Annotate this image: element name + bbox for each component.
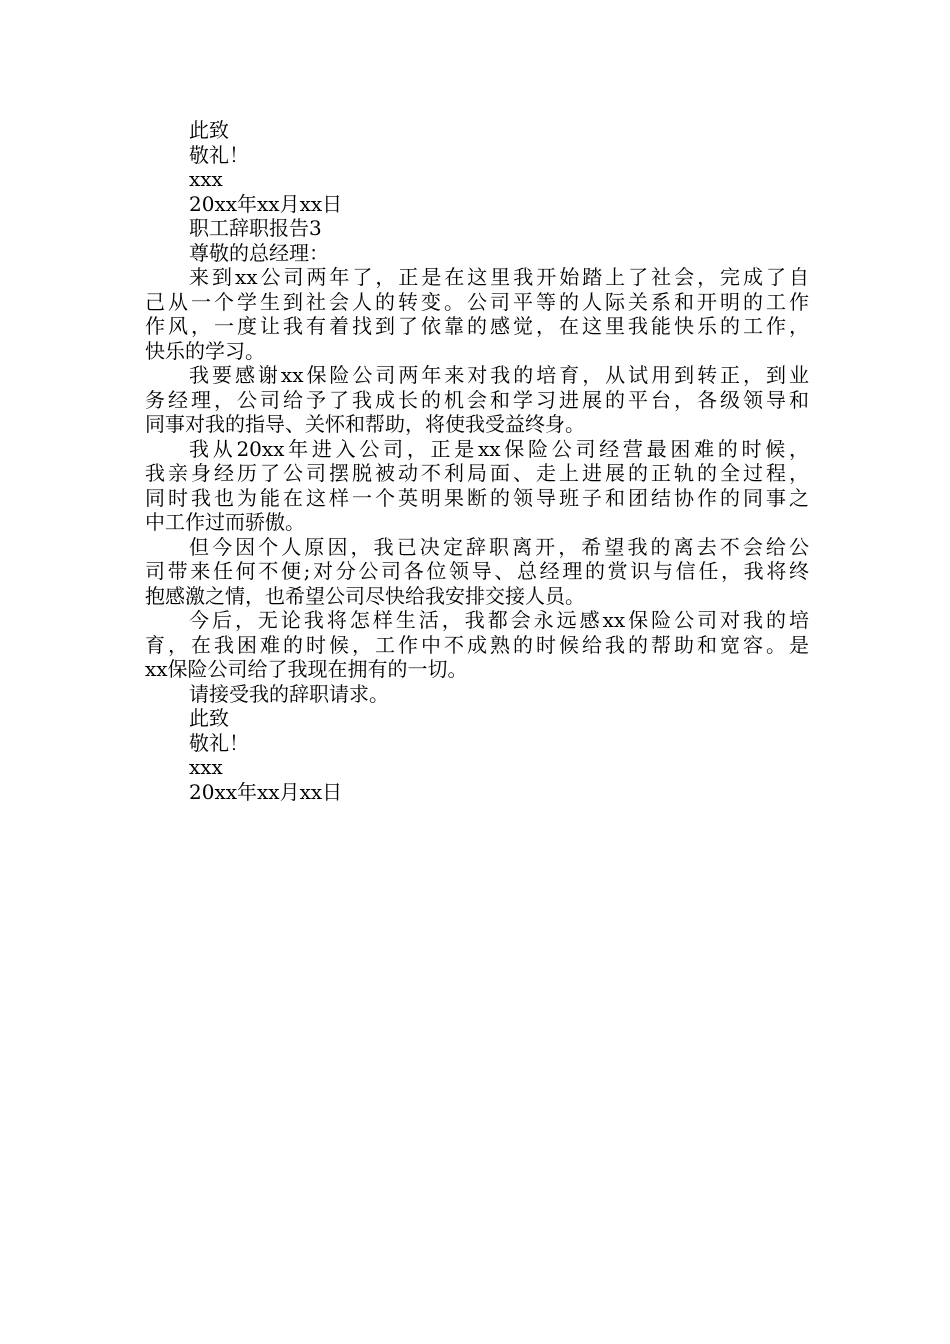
letter-greeting: 尊敬的总经理： — [189, 240, 329, 265]
closing-line: 此致 — [189, 706, 229, 730]
paragraph-line: 育，在我困难的时候，工作中不成熟的时候给我的帮助和宽容。是 — [145, 632, 809, 657]
document-page — [145, 118, 809, 804]
salute-line: 敬礼！ — [189, 730, 249, 755]
paragraph-line: 我要感谢xx保险公司两年来对我的培育，从试用到转正，到业 — [189, 363, 809, 387]
signature-line: xxx — [189, 167, 223, 191]
paragraph-line: 我亲身经历了公司摆脱被动不利局面、走上进展的正轨的全过程， — [145, 461, 809, 485]
paragraph-line: 司带来任何不便;对分公司各位领导、总经理的赏识与信任，我将终 — [145, 559, 809, 583]
salute-line: 敬礼！ — [189, 142, 249, 167]
paragraph-line: 同事对我的指导、关怀和帮助，将使我受益终身。 — [145, 412, 585, 436]
paragraph — [145, 437, 809, 535]
paragraph — [145, 535, 809, 609]
signature-line: xxx — [189, 755, 223, 779]
paragraph-line: 作风，一度让我有着找到了依靠的感觉，在这里我能快乐的工作， — [145, 314, 809, 338]
paragraph-line: 中工作过而骄傲。 — [145, 510, 305, 534]
paragraph-line: 务经理，公司给予了我成长的机会和学习进展的平台，各级领导和 — [145, 387, 809, 412]
date-line: 20xx年xx月xx日 — [189, 779, 343, 804]
paragraph-line: 抱感激之情，也希望公司尽快给我安排交接人员。 — [145, 583, 585, 608]
letter-title: 职工辞职报告3 — [189, 216, 322, 240]
paragraph-line: xx保险公司给了我现在拥有的一切。 — [145, 657, 468, 681]
paragraph — [145, 363, 809, 437]
closing-line: 此致 — [189, 118, 229, 142]
paragraph-line: 来到xx公司两年了，正是在这里我开始踏上了社会，完成了自 — [189, 265, 809, 289]
paragraph-line: 快乐的学习。 — [145, 338, 265, 363]
paragraph — [145, 608, 809, 682]
paragraph-line: 我从20xx年进入公司，正是xx保险公司经营最困难的时候， — [189, 436, 809, 461]
paragraph — [145, 265, 809, 363]
request-line: 请接受我的辞职请求。 — [189, 681, 389, 706]
paragraph-line: 己从一个学生到社会人的转变。公司平等的人际关系和开明的工作 — [145, 289, 809, 314]
date-line: 20xx年xx月xx日 — [189, 191, 343, 216]
paragraph-line: 但今因个人原因，我已决定辞职离开，希望我的离去不会给公 — [189, 534, 809, 559]
paragraph-line: 同时我也为能在这样一个英明果断的领导班子和团结协作的同事之 — [145, 485, 809, 510]
paragraph-line: 今后，无论我将怎样生活，我都会永远感xx保险公司对我的培 — [189, 608, 809, 632]
